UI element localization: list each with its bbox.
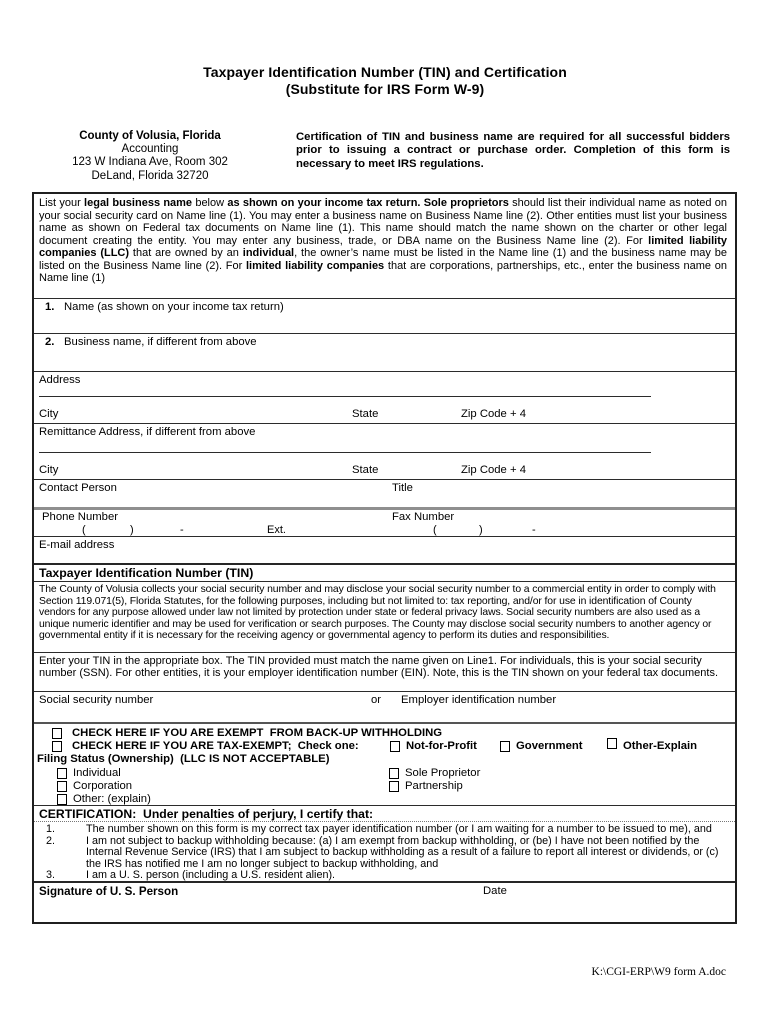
certification-item-text: The number shown on this form is my correct tax payer identification number (or I am waiting for a number to be issued to me), and	[86, 823, 712, 835]
address-input-line[interactable]	[39, 396, 651, 397]
sole-proprietor-label: Sole Proprietor	[405, 766, 481, 779]
certification-item-number: 3.	[46, 869, 56, 881]
phone-paren-open: (	[82, 523, 86, 536]
intro-segment: List your	[39, 197, 85, 209]
city-label: City	[39, 408, 59, 420]
tax-exempt-checkbox[interactable]	[52, 741, 62, 752]
county-address-block	[55, 130, 245, 183]
email-label: E-mail address	[39, 539, 115, 551]
phone-dash: -	[180, 523, 184, 536]
checkbox-section	[34, 722, 735, 805]
government-checkbox[interactable]	[500, 741, 510, 752]
ein-input-area[interactable]	[394, 707, 735, 722]
remittance-address-input-line[interactable]	[39, 452, 651, 453]
form-title	[0, 64, 770, 98]
certification-item-number: 1.	[46, 823, 56, 835]
intro-segment: below	[192, 197, 228, 209]
individual-line	[34, 767, 735, 780]
state-label: State	[352, 464, 379, 476]
tin-section-header-row	[34, 563, 735, 581]
phone-number-label: Phone Number	[42, 511, 118, 523]
intro-paragraph	[34, 194, 735, 298]
intro-segment: as shown on your income tax return. Sole proprietors	[227, 197, 509, 209]
form-table	[32, 192, 737, 924]
filing-status-label: Filing Status (Ownership) (LLC IS NOT ACCEPTABLE)	[37, 753, 330, 766]
intro-segment: , the owner’s name must be listed in the Name line (1) and the business name may be listed on the Business Name line (2). For	[39, 247, 727, 272]
intro-segment: that are corporations, partnerships, etc., enter the business name on Name line (1)	[39, 259, 727, 285]
phone-paren-close: )	[130, 523, 134, 536]
form-title-line1: Taxpayer Identification Number (TIN) and Certification	[203, 64, 567, 80]
certification-header: CERTIFICATION: Under penalties of perjury, I certify that:	[39, 807, 374, 821]
not-for-profit-checkbox[interactable]	[390, 741, 400, 752]
ssn-label: Social security number	[39, 694, 154, 706]
individual-checkbox[interactable]	[57, 768, 67, 779]
filing-status-line	[34, 753, 735, 766]
signature-row	[34, 881, 735, 922]
ext-label: Ext.	[267, 523, 286, 536]
zip-code-label: Zip Code + 4	[461, 464, 526, 476]
corporation-checkbox[interactable]	[57, 781, 67, 792]
intro-segment: limited liability companies	[245, 259, 385, 272]
intro-segment: limited liability companies (LLC)	[39, 234, 728, 260]
tin-instruction-paragraph: Enter your TIN in the appropriate box. The TIN provided must match the name given on Line1. For individuals, this is your social security number (SSN). For other entities, it is your employer identification number (EIN). Note, this is the TIN shown on your federal tax documents.	[34, 652, 735, 691]
certification-list	[34, 821, 735, 881]
contact-person-row	[34, 479, 735, 507]
ssn-ein-row	[34, 691, 735, 722]
county-street: 123 W Indiana Ave, Room 302	[72, 156, 228, 169]
sole-proprietor-checkbox[interactable]	[389, 768, 399, 779]
contact-person-label: Contact Person	[39, 482, 117, 494]
fax-dash: -	[532, 523, 536, 536]
remittance-address-row	[34, 423, 735, 479]
county-department: Accounting	[121, 143, 179, 156]
title-label: Title	[392, 482, 413, 494]
intro-segment: should list their individual name as noted on your social security card on Name line (1). You may enter a business name on Business Name line (2). Other entities must list your business name as shown on Federal tax documents on Name line (1). This name should match the name shown on the charter or other legal document creating the entity. You may enter any business, trade, or DBA name on the Business Name line (2). For	[39, 197, 727, 247]
not-for-profit-label: Not-for-Profit	[406, 740, 477, 753]
state-label: State	[352, 408, 379, 420]
signature-input-area[interactable]	[39, 899, 439, 922]
email-row	[34, 536, 735, 563]
business-name-input-area[interactable]	[34, 350, 735, 371]
phone-fax-row	[34, 507, 735, 536]
business-name-row-number: 2.	[45, 336, 55, 348]
certification-item-number: 2.	[46, 834, 56, 847]
certification-requirement-note: Certification of TIN and business name are required for all successful bidders prior to issuing a contract or purchase order. Completion of this form is necessary to meet IRS regulations.	[296, 131, 730, 170]
name-input-area[interactable]	[34, 315, 735, 333]
city-label: City	[39, 464, 59, 476]
county-city: DeLand, Florida 32720	[91, 169, 209, 182]
partnership-checkbox[interactable]	[389, 781, 399, 792]
other-label: Other: (explain)	[73, 792, 151, 805]
tax-exempt-label: CHECK HERE IF YOU ARE TAX-EXEMPT; Check one:	[72, 740, 359, 753]
intro-segment: legal business name	[84, 197, 193, 209]
certification-item-text: I am not subject to backup withholding because: (a) I am exempt from backup withholding, or (be) I have not been notified by the Internal Revenue Service (IRS) that I am subject to backup withholding as a result of a failure to report all interest or dividends, or (c) the IRS has notified me I am no longer subject to backup withholding, and	[86, 834, 719, 870]
date-label: Date	[483, 885, 507, 897]
fax-paren-close: )	[479, 523, 483, 536]
address-row	[34, 371, 735, 423]
intro-segment: individual	[242, 247, 295, 260]
backup-withholding-checkbox[interactable]	[52, 728, 62, 739]
backup-withholding-line	[34, 727, 735, 740]
remittance-address-label: Remittance Address, if different from above	[39, 426, 256, 438]
file-path-footer: K:\CGI-ERP\W9 form A.doc	[591, 966, 726, 978]
other-explain-checkbox[interactable]	[607, 738, 617, 749]
fax-number-label: Fax Number	[392, 511, 455, 523]
date-input-area[interactable]	[483, 899, 683, 922]
backup-withholding-label: CHECK HERE IF YOU ARE EXEMPT FROM BACK-UP WITHHOLDING	[72, 727, 443, 739]
ssn-disclosure-paragraph: The County of Volusia collects your social security number and may disclose your social security number to a commercial entity in order to comply with Section 119.071(5), Florida Statutes, for the following purposes, including but not limited to: tax reporting, and/or for use in identification of County vendors for any purpose allowed under law not limited by protection under state or federal privacy laws. Social security numbers are also used as a unique numeric identifier and may be used for verification or search purposes. The County may disclose social security numbers to another agency or governmental entity if it is necessary for the receiving agency or governmental agency to perform its duties and responsibilities.	[34, 581, 735, 652]
corporation-label: Corporation	[73, 779, 133, 792]
business-name-label: Business name, if different from above	[64, 336, 257, 348]
signature-label: Signature of U. S. Person	[39, 885, 179, 898]
tin-section-title: Taxpayer Identification Number (TIN)	[39, 566, 254, 580]
fax-paren-open: (	[433, 523, 437, 536]
corporation-line	[34, 780, 735, 793]
government-label: Government	[516, 740, 583, 753]
ssn-input-area[interactable]	[34, 707, 364, 722]
zip-code-label: Zip Code + 4	[461, 408, 526, 420]
ein-label: Employer identification number	[401, 694, 557, 706]
certification-header-row	[34, 805, 735, 821]
or-label: or	[371, 694, 382, 706]
name-row	[34, 298, 735, 333]
county-name: County of Volusia, Florida	[79, 130, 221, 142]
other-explain-label: Other-Explain	[623, 740, 698, 753]
business-name-row	[34, 333, 735, 371]
address-label: Address	[39, 374, 81, 386]
form-title-line2: (Substitute for IRS Form W-9)	[285, 81, 485, 97]
intro-segment: that are owned by an	[129, 247, 243, 260]
certification-item-text: I am a U. S. person (including a U.S. resident alien).	[86, 869, 336, 881]
name-row-number: 1.	[45, 301, 55, 313]
certification-item	[34, 870, 735, 882]
email-input-area[interactable]	[124, 537, 735, 563]
individual-label: Individual	[73, 766, 121, 779]
tax-exempt-line	[34, 740, 735, 753]
name-label: Name (as shown on your income tax return)	[64, 301, 284, 313]
other-checkbox[interactable]	[57, 794, 67, 805]
certification-item	[34, 836, 735, 871]
partnership-label: Partnership	[405, 779, 463, 792]
